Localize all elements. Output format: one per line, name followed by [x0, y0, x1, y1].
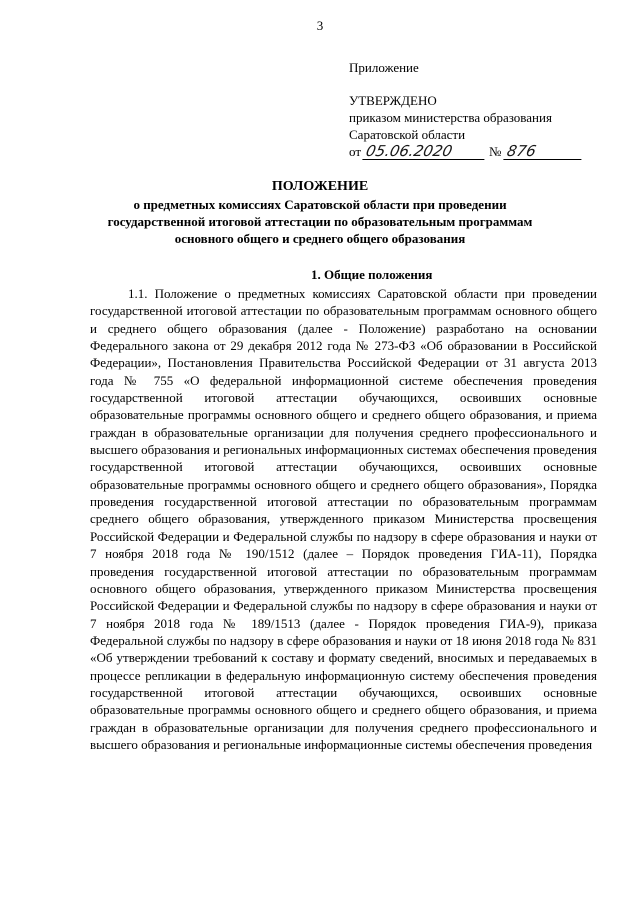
order-line	[349, 143, 583, 160]
document-subtitle-line: основного общего и среднего общего образования	[174, 231, 466, 246]
handwritten-order-number: 876	[504, 144, 585, 160]
appendix-label: Приложение	[349, 60, 419, 75]
approved-by-line: приказом министерства образования	[349, 110, 552, 125]
approved-by-line: Саратовской области	[349, 127, 466, 142]
document-subtitle-line: государственной итоговой аттестации по образовательным программам	[107, 214, 533, 229]
order-number-label: №	[489, 144, 502, 159]
document-title-main: ПОЛОЖЕНИЕ	[271, 179, 369, 194]
paragraph-1-1: 1.1. Положение о предметных комиссиях Саратовской области при проведении государственной итоговой аттестации по образовательным программам основного общего и среднего общего образования (далее - Положение) разработано на основании Федерального закона от 29 декабря 2012 года № 273-ФЗ «Об образовании в Российской Федерации», Постановления Правительства Российской Федерации от 31 августа 2013 года № 755 «О федеральной информационной системе обеспечения проведения государственной итоговой аттестации обучающихся, освоивших основные образовательные программы основного общего и среднего общего образования, и приема граждан в образовательные организации для получения среднего профессионального и высшего образования и региональных информационных системах обеспечения проведения государственной итоговой аттестации обучающихся, освоивших основные образовательные программы основного общего и среднего общего образования», Порядка проведения государственной итоговой аттестации по образовательным программам среднего общего образования, утвержденного приказом Министерства просвещения Российской Федерации и Федеральной службы по надзору в сфере образования и науки от 7 ноября 2018 года № 190/1512 (далее – Порядок проведения ГИА-11), Порядка проведения государственной итоговой аттестации по образовательным программам основного общего образования, утвержденного приказом Министерства просвещения Российской Федерации и Федеральной службы по надзору в сфере образования и науки от 7 ноября 2018 года № 189/1513 (далее - Порядок проведения ГИА-9), приказа Федеральной службы по надзору в сфере образования и науки от 18 июня 2018 года № 831 «Об утверждении требований к составу и формату сведений, вносимых и передаваемых в процессе репликации в федеральную информационную систему обеспечения проведения государственной итоговой аттестации обучающихся, освоивших основные образовательные программы основного общего и среднего общего образования, и приема граждан в образовательные организации для получения среднего профессионального и высшего образования и региональные информационные системы обеспечения проведения	[90, 286, 597, 752]
document-title	[60, 178, 580, 247]
approved-label: УТВЕРЖДЕНО	[349, 93, 437, 108]
order-from-label: от	[349, 144, 362, 159]
handwritten-order-date: 05.06.2020	[362, 144, 487, 160]
document-subtitle-line: о предметных комиссиях Саратовской области при проведении	[133, 197, 507, 212]
page-number: 3	[316, 18, 324, 33]
section-heading: 1. Общие положения	[311, 267, 433, 282]
approval-block	[349, 92, 583, 160]
